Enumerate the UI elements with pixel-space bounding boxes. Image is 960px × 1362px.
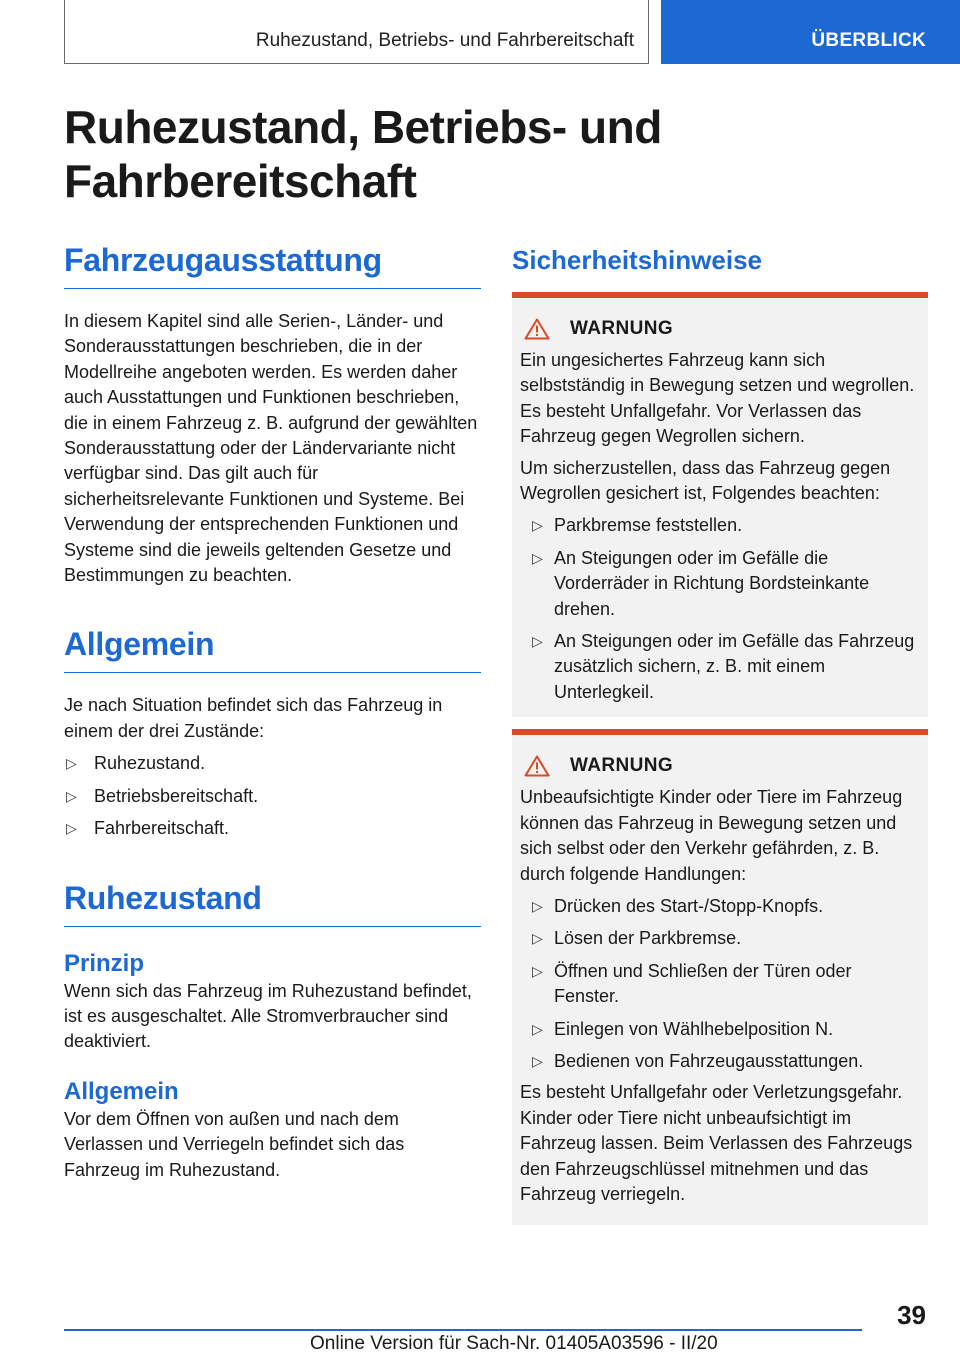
bullet-triangle-icon: ▷: [532, 549, 543, 566]
page-number: 39: [897, 1300, 926, 1330]
section-text-fahrzeugausstattung: In diesem Kapitel sind alle Serien-, Länder- und Sonderausstattungen beschrieben, die in der Modellreihe angeboten werden. Es werden daher auch Ausstattungen und Funktionen beschrieben, die in einem Fahrzeug z. B. aufgrund der gewählten Sonderausstattung oder der Ländervariante nicht verfügbar sind. Das gilt auch für sicherheitsrelevante Funktionen und Systeme. Bei Verwendung der entsprechenden Funktionen und Systeme sind die jeweils geltenden Gesetze und Bestimmungen zu beachten.: [64, 311, 478, 586]
subsection-text-allgemein: Vor dem Öffnen von außen und nach dem Verlassen und Verriegeln befindet sich das Fahrzeug im Ruhezustand.: [64, 1108, 405, 1180]
bullet-triangle-icon: ▷: [66, 755, 77, 772]
states-list: [64, 751, 481, 841]
header-section-tab[interactable]: [661, 0, 960, 64]
list-item: ▷ Parkbremse feststellen.: [520, 513, 920, 538]
list-item: ▷ Betriebsbereitschaft.: [64, 784, 481, 809]
bullet-triangle-icon: ▷: [532, 897, 543, 914]
list-item: ▷ Öffnen und Schließen der Türen oder Fenster.: [532, 960, 852, 1007]
list-item: ▷ Ruhezustand.: [64, 751, 481, 776]
left-column: [64, 240, 481, 1183]
subsection-text-prinzip: Wenn sich das Fahrzeug im Ruhezustand befindet, ist es ausgeschaltet. Alle Stromverbraucher sind deaktiviert.: [64, 980, 472, 1052]
header-section-tab-label: ÜBERBLICK: [811, 30, 926, 51]
right-column: [512, 240, 928, 1225]
warning-box-2: [512, 729, 928, 1225]
list-item: ▷ Einlegen von Wählhebelposition N.: [520, 1017, 920, 1042]
header-chapter-title: Ruhezustand, Betriebs- und Fahrbereitschaft: [255, 30, 634, 51]
bullet-triangle-icon: ▷: [66, 820, 77, 837]
warning-text: Um sicherzustellen, dass das Fahrzeug gegen Wegrollen gesichert ist, Folgendes beachten:: [520, 457, 891, 504]
warning-header: [524, 755, 920, 777]
warning-label: WARNUNG: [570, 755, 674, 777]
warning-list: [520, 894, 920, 1074]
footer-version-text: Online Version für Sach-Nr. 01405A03596 - II/20: [310, 1333, 718, 1354]
warning-triangle-icon: [524, 318, 550, 340]
section-heading-ruhezustand: Ruhezustand: [64, 878, 481, 927]
list-item: ▷ An Steigungen oder im Gefälle das Fahrzeug zusätzlich sichern, z. B. mit einem Unterlegkeil.: [532, 631, 915, 702]
subsection-heading-allgemein: Allgemein: [64, 1077, 179, 1105]
list-item: ▷ Bedienen von Fahrzeugausstattungen.: [520, 1049, 920, 1074]
header-chapter-box: [64, 0, 649, 64]
warning-box-1: [512, 292, 928, 717]
warning-triangle-icon: [524, 755, 550, 777]
bullet-triangle-icon: ▷: [532, 633, 543, 650]
warning-label: WARNUNG: [570, 318, 674, 339]
bullet-triangle-icon: ▷: [532, 517, 543, 534]
warning-list: [520, 513, 920, 705]
section-heading-fahrzeugausstattung: Fahrzeugausstattung: [64, 240, 481, 289]
list-item: ▷ Drücken des Start-/Stopp-Knopfs.: [520, 894, 920, 919]
warning-text: Ein ungesichertes Fahrzeug kann sich selbstständig in Bewegung setzen und wegrollen. Es besteht Unfallgefahr. Vor Verlassen das Fahrzeug gegen Wegrollen sichern.: [520, 350, 915, 447]
list-item: ▷ Fahrbereitschaft.: [64, 816, 481, 841]
page-title: Ruhezustand, Betriebs- und Fahrbereitschaft: [64, 101, 662, 207]
warning-text: Unbeaufsichtigte Kinder oder Tiere im Fahrzeug können das Fahrzeug in Bewegung setzen und sich selbst oder den Verkehr gefährden, z. B. durch folgende Handlungen:: [520, 787, 903, 884]
list-item: ▷ Lösen der Parkbremse.: [520, 926, 920, 951]
bullet-triangle-icon: ▷: [532, 1052, 543, 1069]
list-item: ▷ An Steigungen oder im Gefälle die Vorderräder in Richtung Bordsteinkante drehen.: [532, 547, 870, 619]
footer-divider: [64, 1329, 862, 1331]
section-heading-sicherheitshinweise: Sicherheitshinweise: [512, 245, 762, 275]
subsection-heading-prinzip: Prinzip: [64, 949, 145, 977]
bullet-triangle-icon: ▷: [66, 787, 77, 804]
bullet-triangle-icon: ▷: [532, 930, 543, 947]
warning-text: Es besteht Unfallgefahr oder Verletzungsgefahr. Kinder oder Tiere nicht unbeaufsichtigt im Fahrzeug lassen. Beim Verlassen des Fahrzeugs den Fahrzeugschlüssel mitnehmen und das Fahrzeug verriegeln.: [520, 1082, 913, 1204]
warning-header: [524, 318, 920, 340]
section-text-allgemein: Je nach Situation befindet sich das Fahrzeug in einem der drei Zustände:: [64, 695, 443, 741]
bullet-triangle-icon: ▷: [532, 962, 543, 979]
bullet-triangle-icon: ▷: [532, 1020, 543, 1037]
section-heading-allgemein: Allgemein: [64, 624, 481, 673]
